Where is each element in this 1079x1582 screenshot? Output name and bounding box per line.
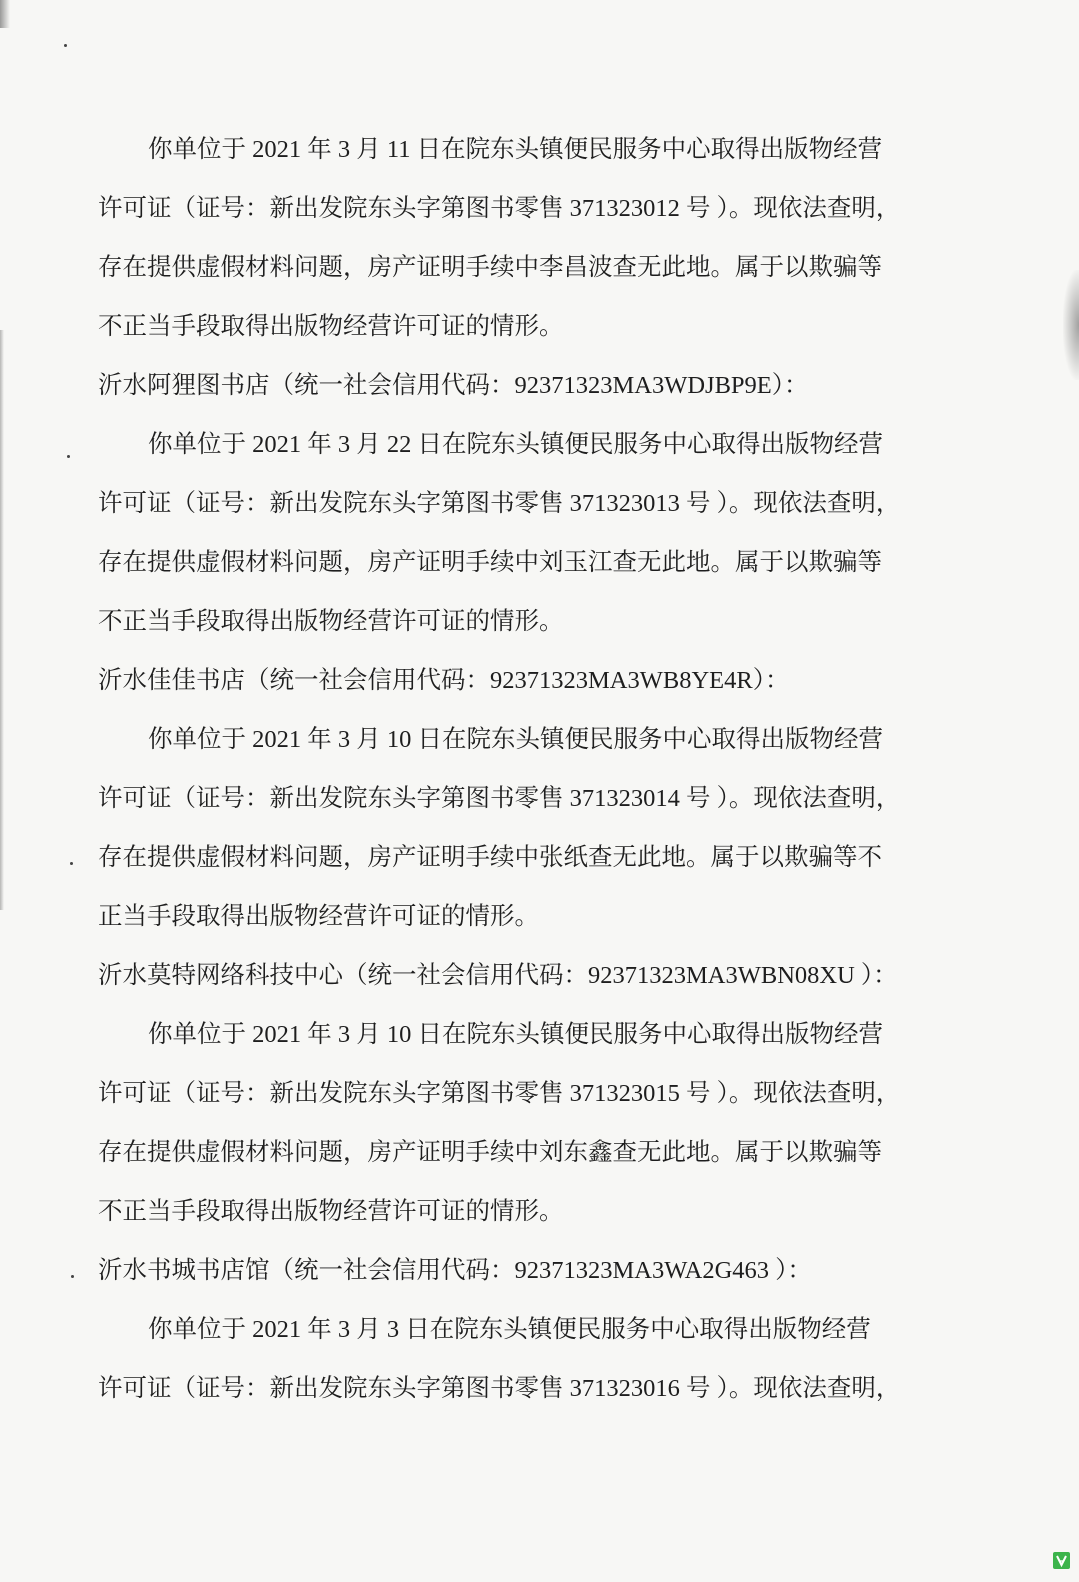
intro-paragraph-line: 存在提供虚假材料问题，房产证明手续中李昌波查无此地。属于以欺骗等: [98, 254, 882, 281]
scan-speck: [71, 1275, 74, 1278]
entity-paragraph-line: 许可证（证号：新出发院东头字第图书零售 371323016 号 ）。现依法查明，: [98, 1375, 901, 1402]
entity-paragraph-line: 许可证（证号：新出发院东头字第图书零售 371323014 号 ）。现依法查明，: [98, 785, 901, 812]
green-check-badge-icon: [1053, 1552, 1070, 1569]
intro-paragraph-line: 不正当手段取得出版物经营许可证的情形。: [98, 313, 564, 340]
entity-paragraph-line: 你单位于 2021 年 3 月 10 日在院东头镇便民服务中心取得出版物经营: [148, 726, 883, 753]
entity-paragraph-line: 你单位于 2021 年 3 月 22 日在院东头镇便民服务中心取得出版物经营: [148, 431, 883, 458]
scan-speck: [70, 862, 73, 865]
entity-paragraph-line: 存在提供虚假材料问题，房产证明手续中刘玉江查无此地。属于以欺骗等: [98, 549, 882, 576]
entity-paragraph-line: 不正当手段取得出版物经营许可证的情形。: [98, 1198, 564, 1225]
scan-speck: [67, 455, 70, 458]
scan-edge-shadow-top-left: [0, 0, 10, 28]
scan-edge-shadow-right: [1063, 270, 1079, 380]
entity-header: 沂水莫特网络科技中心（统一社会信用代码：92371323MA3WBN08XU ）：: [98, 962, 898, 989]
entity-paragraph-line: 许可证（证号：新出发院东头字第图书零售 371323013 号 ）。现依法查明，: [98, 490, 901, 517]
entity-header: 沂水书城书店馆（统一社会信用代码：92371323MA3WA2G463 ）：: [98, 1257, 812, 1284]
intro-paragraph-line: 你单位于 2021 年 3 月 11 日在院东头镇便民服务中心取得出版物经营: [148, 136, 883, 163]
entity-header: 沂水佳佳书店（统一社会信用代码：92371323MA3WB8YE4R）：: [98, 667, 790, 694]
entity-paragraph-line: 你单位于 2021 年 3 月 3 日在院东头镇便民服务中心取得出版物经营: [148, 1316, 871, 1343]
scan-speck: [64, 44, 67, 47]
scan-edge-shadow-left: [0, 330, 4, 910]
document-body: [98, 120, 1058, 1418]
entity-paragraph-line: 正当手段取得出版物经营许可证的情形。: [98, 903, 539, 930]
entity-paragraph-line: 存在提供虚假材料问题，房产证明手续中张纸查无此地。属于以欺骗等不: [98, 844, 882, 871]
entity-header: 沂水阿狸图书店（统一社会信用代码：92371323MA3WDJBP9E）：: [98, 372, 809, 399]
entity-paragraph-line: 你单位于 2021 年 3 月 10 日在院东头镇便民服务中心取得出版物经营: [148, 1021, 883, 1048]
intro-paragraph-line: 许可证（证号：新出发院东头字第图书零售 371323012 号 ）。现依法查明，: [98, 195, 901, 222]
entity-paragraph-line: 存在提供虚假材料问题，房产证明手续中刘东鑫查无此地。属于以欺骗等: [98, 1139, 882, 1166]
entity-paragraph-line: 不正当手段取得出版物经营许可证的情形。: [98, 608, 564, 635]
entity-paragraph-line: 许可证（证号：新出发院东头字第图书零售 371323015 号 ）。现依法查明，: [98, 1080, 901, 1107]
